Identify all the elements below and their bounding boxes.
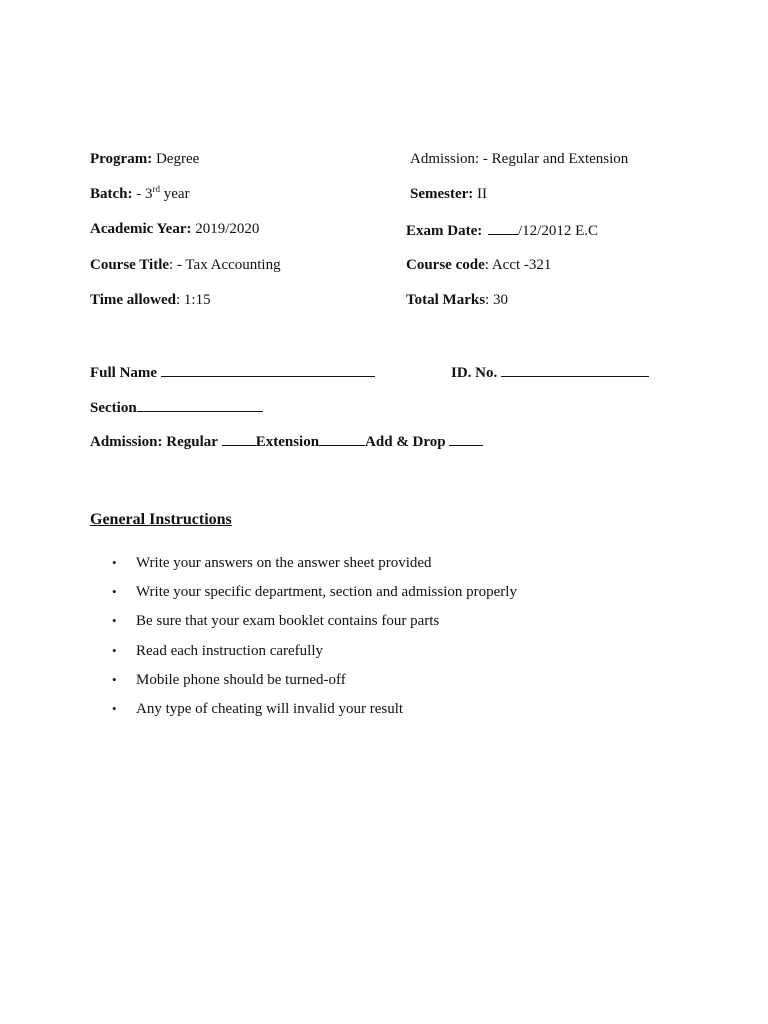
instruction-text: Be sure that your exam booklet contains four parts — [136, 613, 440, 630]
bullet: • — [112, 613, 117, 629]
add-drop-label: Add & Drop — [365, 434, 446, 450]
instructions-heading: General Instructions — [90, 511, 232, 528]
bullet: • — [112, 555, 117, 570]
batch-prefix: - 3 — [132, 186, 153, 202]
total-marks-row — [406, 291, 508, 309]
extension-label: Extension — [255, 434, 320, 450]
exam-date-row — [406, 220, 598, 240]
bullet: • — [112, 671, 117, 687]
list-item — [112, 553, 517, 582]
semester-row — [410, 185, 487, 203]
list-item — [112, 611, 517, 640]
section-label: Section — [90, 400, 137, 416]
semester-label: Semester: — [410, 186, 474, 202]
extension-blank[interactable] — [319, 431, 365, 446]
regular-blank[interactable] — [222, 431, 256, 446]
exam-date-label: Exam Date: — [406, 223, 483, 239]
admission-regular-label: Admission: Regular — [90, 434, 218, 450]
course-title-label: Course Title — [90, 257, 170, 273]
batch-label: Batch: — [90, 186, 133, 202]
instruction-text: Write your answers on the answer sheet provided — [136, 555, 432, 571]
admission-type: Admission: - Regular and Extension — [410, 151, 629, 167]
section-row — [90, 397, 263, 417]
admission-row — [90, 431, 483, 451]
full-name-label: Full Name — [90, 365, 158, 381]
id-field[interactable] — [501, 362, 649, 377]
instructions-list — [112, 553, 517, 728]
full-name-row — [90, 362, 375, 382]
list-item — [112, 670, 517, 699]
time-allowed-row — [90, 291, 211, 309]
course-code-row — [406, 256, 551, 274]
course-title-row — [90, 256, 281, 274]
batch-suffix: year — [160, 186, 190, 202]
academic-year-label: Academic Year: — [90, 221, 192, 237]
id-label: ID. No. — [451, 365, 498, 381]
instruction-text: Any type of cheating will invalid your result — [136, 700, 404, 717]
instruction-text: Mobile phone should be turned-off — [136, 671, 346, 688]
total-marks-label: Total Marks — [406, 292, 486, 308]
bullet: • — [112, 584, 117, 600]
academic-year-row — [90, 220, 259, 238]
program-value: Degree — [152, 151, 200, 167]
course-code-label: Course code — [406, 257, 485, 273]
exam-date-value: /12/2012 E.C — [517, 223, 598, 239]
add-drop-blank[interactable] — [449, 431, 483, 446]
total-marks-value: : 30 — [485, 292, 508, 308]
instruction-text: Write your specific department, section and admission properly — [136, 584, 517, 601]
instruction-text: Read each instruction carefully — [136, 642, 324, 659]
time-allowed-value: : 1:15 — [175, 292, 211, 308]
course-code-value: : Acct -321 — [484, 257, 552, 273]
exam-date-day-blank[interactable] — [488, 220, 518, 235]
semester-value: II — [473, 186, 488, 202]
program-row — [90, 150, 199, 168]
bullet: • — [112, 642, 117, 658]
bullet: • — [112, 700, 117, 716]
list-item — [112, 641, 517, 670]
list-item — [112, 582, 517, 611]
time-allowed-label: Time allowed — [90, 292, 176, 308]
id-row — [451, 362, 649, 382]
academic-year-value: 2019/2020 — [191, 221, 260, 237]
batch-sup: rd — [152, 184, 160, 194]
course-title-value: : - Tax Accounting — [169, 257, 281, 273]
list-item — [112, 699, 517, 728]
full-name-field[interactable] — [161, 362, 375, 377]
batch-row — [90, 185, 190, 203]
section-field[interactable] — [137, 397, 263, 412]
program-label: Program: — [90, 151, 153, 167]
